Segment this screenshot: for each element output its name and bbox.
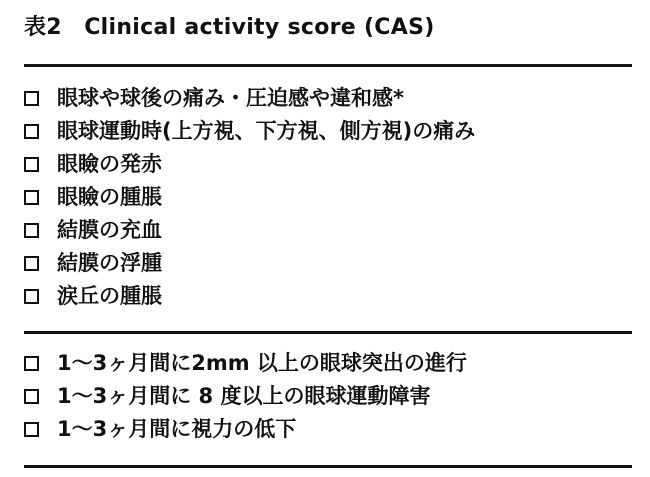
table-title: 表2 Clinical activity score (CAS) bbox=[24, 15, 435, 40]
checkbox[interactable] bbox=[24, 157, 39, 172]
criteria-item bbox=[24, 115, 475, 148]
criteria-item bbox=[24, 347, 467, 380]
top-rule bbox=[24, 64, 632, 67]
criteria-label: 眼球や球後の痛み・圧迫感や違和感* bbox=[57, 86, 404, 110]
criteria-item bbox=[24, 148, 475, 181]
progression-criteria-list bbox=[24, 347, 467, 446]
criteria-item bbox=[24, 280, 475, 313]
criteria-item bbox=[24, 247, 475, 280]
criteria-label: 結膜の充血 bbox=[57, 218, 162, 242]
criteria-label: 結膜の浮腫 bbox=[57, 251, 162, 275]
checkbox[interactable] bbox=[24, 91, 39, 106]
criteria-item bbox=[24, 380, 467, 413]
checkbox[interactable] bbox=[24, 256, 39, 271]
checkbox[interactable] bbox=[24, 356, 39, 371]
inflammation-criteria-list bbox=[24, 82, 475, 313]
criteria-label: 眼瞼の腫脹 bbox=[57, 185, 162, 209]
criteria-label: 涙丘の腫脹 bbox=[57, 284, 162, 308]
checkbox[interactable] bbox=[24, 223, 39, 238]
criteria-item bbox=[24, 82, 475, 115]
criteria-item bbox=[24, 413, 467, 446]
criteria-item bbox=[24, 214, 475, 247]
checkbox[interactable] bbox=[24, 124, 39, 139]
criteria-label: 1～3ヶ月間に 8 度以上の眼球運動障害 bbox=[57, 384, 431, 408]
bottom-rule bbox=[24, 465, 632, 468]
checkbox[interactable] bbox=[24, 422, 39, 437]
middle-rule bbox=[24, 331, 632, 334]
criteria-item bbox=[24, 181, 475, 214]
criteria-label: 1～3ヶ月間に2mm 以上の眼球突出の進行 bbox=[57, 351, 467, 375]
criteria-label: 1～3ヶ月間に視力の低下 bbox=[57, 417, 297, 441]
checkbox[interactable] bbox=[24, 389, 39, 404]
checkbox[interactable] bbox=[24, 190, 39, 205]
criteria-label: 眼球運動時(上方視、下方視、側方視)の痛み bbox=[57, 119, 476, 143]
checkbox[interactable] bbox=[24, 289, 39, 304]
criteria-label: 眼瞼の発赤 bbox=[57, 152, 162, 176]
